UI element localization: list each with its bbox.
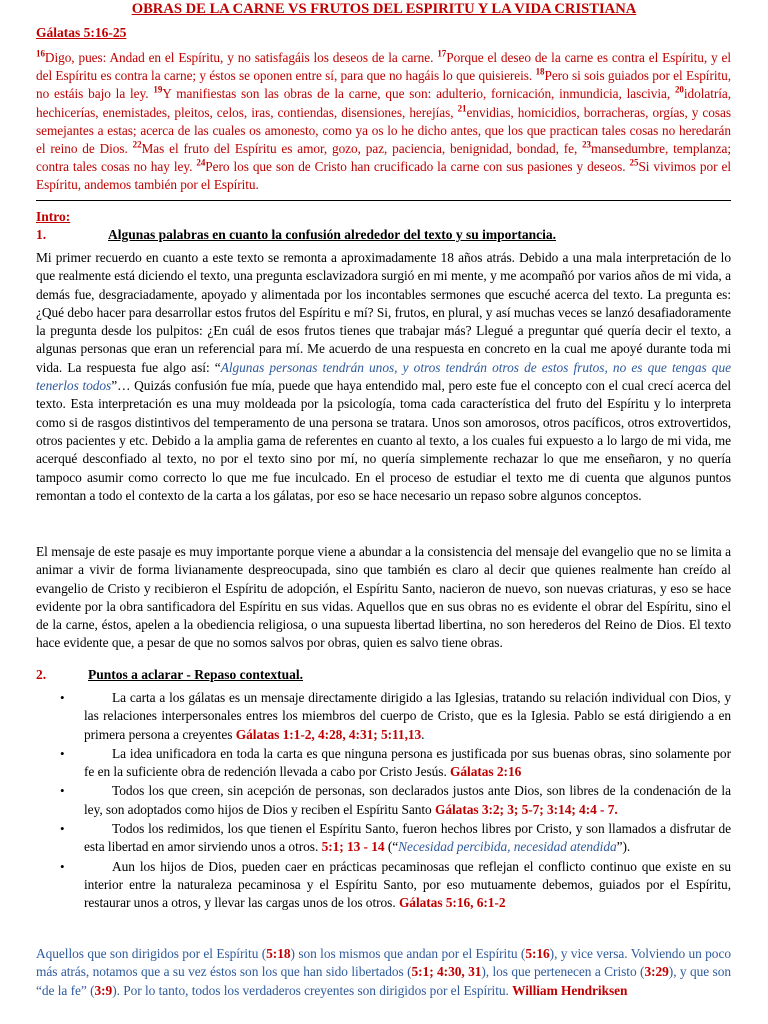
scripture-ref: 3:9	[94, 982, 113, 998]
quote-text: ). Por lo tanto, todos los verdaderos creyentes son dirigidos por el Espíritu.	[112, 982, 513, 998]
verse-number: 17	[437, 48, 447, 59]
verse-number: 18	[535, 66, 545, 77]
scripture-ref: 5:16	[525, 946, 550, 961]
verse-number: 20	[674, 84, 684, 95]
list-item	[56, 820, 731, 857]
verse-number: 21	[457, 103, 467, 114]
item-text: Todos los redimidos, los que tienen el Espíritu Santo, fueron hechos libres por Cristo, y son llamados a disfrutar de esta libertad en amor sirviendo unos a otros.	[84, 821, 731, 855]
scripture-ref: 3:29	[644, 964, 669, 980]
verse-number: 23	[582, 139, 591, 150]
verse-number: 24	[196, 157, 206, 168]
section-1-heading	[36, 227, 731, 243]
context-points-list	[56, 689, 731, 914]
item-text: Todos los que creen, sin acepción de personas, son declarados justos ante Dios, son libres de la condenación de la ley, son adoptados como hijos de Dios y reciben el Espíritu Santo	[84, 783, 731, 817]
list-item	[56, 782, 731, 819]
verse-text: Pero los que son de Cristo han crucificado la carne con sus pasiones y deseos.	[205, 159, 626, 175]
verse-text: Si vivimos por el Espíritu, andemos también por el Espíritu.	[36, 159, 732, 193]
verse-text: idolatría, hechicerías, enemistades, pleitos, celos, iras, contiendas, disensiones, herejías,	[36, 86, 732, 120]
section-number: 2.	[36, 667, 47, 682]
section-2-heading	[36, 667, 731, 683]
scripture-ref: 5:1; 4:30, 31	[411, 964, 482, 980]
bullet-icon: •	[60, 821, 65, 837]
scripture-ref: Gálatas 5:16, 6:1-2	[398, 895, 506, 911]
bullet-icon: •	[60, 783, 65, 799]
bullet-icon: •	[60, 858, 65, 874]
body-paragraph	[36, 249, 731, 505]
verse-text: Pero si sois guiados por el Espíritu, no estáis bajo la ley.	[36, 68, 731, 102]
bullet-icon: •	[60, 690, 65, 705]
scripture-ref: 5:18	[266, 946, 291, 961]
page-title: OBRAS DE LA CARNE VS FRUTOS DEL ESPIRITU Y LA VIDA CRISTIANA	[131, 1, 637, 17]
verse-text: Porque el deseo de la carne es contra el Espíritu, y el del Espíritu es contra la carne; y éstos se oponen entre sí, para que no hagáis lo que quisiereis.	[36, 50, 731, 84]
verse-text: mansedumbre, templanza; contra tales cosas no hay ley.	[36, 141, 731, 175]
verse-text: envidias, homicidios, borracheras, orgías, y cosas semejantes a estas; acerca de las cuales os amonesto, como ya os lo he dicho antes, que los que practican tales cosas no heredarán el reino de Dios.	[36, 104, 731, 157]
scripture-ref: Gálatas 1:1-2, 4:28, 4:31; 5:11,13	[235, 726, 422, 742]
item-text: Aun los hijos de Dios, pueden caer en prácticas pecaminosas que reflejan el conflicto continuo que existe en su interior entre la naturaleza pecaminosa y el Espíritu Santo, por eso mutuamente debemos, guiados por el Espíritu, restaurar unos a otros, y llevar las cargas unos de los otros.	[84, 858, 731, 911]
quote-author: William Hendriksen	[512, 982, 628, 998]
quote-text: ), los que pertenecen a Cristo (	[481, 964, 645, 980]
verse-number: 22	[132, 139, 142, 150]
horizontal-divider	[36, 200, 731, 201]
verse-number: 25	[629, 157, 639, 168]
paragraph-text: Mi primer recuerdo en cuanto a este texto se remonta a aproximadamente 18 años atrás. Debido a una mala interpretación de lo que realmente está diciendo el texto, una pregunta esclavizadora surgió en mi mente, y me acompañó por varios años de mi vida, a demás fue, desgraciadamente, apoyado y alimentada por los incontables sermones que escuché acerca del texto. La pregunta es: ¿Qué debo hacer para desarrollar estos frutos del Espíritu e mí? Si, frutos, en plural, y así muchas veces se lanzó desafiadoramente la pregunta desde los pulpitos: ¿En cuál de esos frutos tienes que trabajar más? Llegué a preguntar qué quería decir el texto, a algunas personas que eran un referencial para mí. Me acuerdo de una respuesta en concreto en la cual me apoyé durante toda mi vida. La respuesta fue algo así: “	[36, 250, 731, 375]
intro-label: Intro:	[36, 209, 71, 224]
section-number: 1.	[36, 227, 47, 242]
item-text: (“	[384, 839, 399, 855]
quote-text: ), y que son “de la fe” (	[36, 964, 732, 998]
bullet-icon: •	[60, 745, 65, 761]
item-text: .	[421, 726, 425, 742]
scripture-ref: Gálatas 2:16	[450, 764, 522, 780]
section-title: Puntos a aclarar - Repaso contextual.	[88, 667, 303, 682]
closing-quote	[36, 945, 731, 1000]
verse-text: Mas el fruto del Espíritu es amor, gozo, paz, paciencia, benignidad, bondad, fe,	[141, 141, 578, 157]
item-text: La carta a los gálatas es un mensaje directamente dirigido a las Iglesias, tratando su relación individual con Dios, y las relaciones interpersonales entres los miembros del cuerpo de Cristo, que es la Iglesia. Pablo se está dirigiendo a en primera persona a creyentes	[84, 690, 731, 742]
inline-quote: Necesidad percibida, necesidad atendida	[398, 839, 617, 855]
quote-text: Aquellos que son dirigidos por el Espíritu (	[36, 946, 267, 961]
section-title: Algunas palabras en cuanto la confusión alrededor del texto y su importancia.	[108, 227, 557, 242]
quote-text: ) son los mismos que andan por el Espíritu (	[290, 946, 526, 961]
quote-text: ), y vice versa. Volviendo un poco más atrás, notamos que a su vez éstos son los que han sido libertados (	[36, 946, 731, 980]
list-item	[56, 858, 731, 913]
scripture-passage	[36, 49, 731, 195]
verse-number: 19	[153, 84, 163, 95]
body-paragraph: El mensaje de este pasaje es muy importante porque viene a abundar a la consistencia del mensaje del evangelio que no se limita a animar a vivir de forma livianamente despreocupada, sino que también es claro al decir que quienes realmente han creído al evangelio de Cristo y recibieron el Espíritu de adopción, el Espíritu Santo, nacieron de nuevo, son nuevas criaturas, y eso se hace evidente por la obra santificadora del Espíritu en sus vidas. Aquellos que en sus obras no es evidente el obrar del Espíritu, sino el de la carne, éstos, apelen a la obediencia religiosa, o una supuesta libertad libertina, no son herederos del Reino de Dios. El texto hace evidente que, a pesar de que no somos salvos por obras, quien es salvo tiene obras.	[36, 544, 731, 651]
passage-reference: Gálatas 5:16-25	[36, 25, 127, 40]
list-item	[56, 745, 731, 782]
list-item	[56, 689, 731, 744]
verse-number: 16	[36, 48, 45, 59]
inline-quote: Algunas personas tendrán unos, y otros tendrán otros de estos frutos, no es que tengas que tenerlos todos	[36, 359, 731, 394]
paragraph-text: ”… Quizás confusión fue mía, puede que haya entendido mal, pero este fue el concepto con el cual crecí acerca del texto. Esta interpretación es una muy moldeada por la psicología, toma cada característica del fruto del Espíritu y lo interpreta como si de rasgos distintivos del temperamento de una persona se tratara. Unos son amorosos, otros pacíficos, otros extrovertidos, otros pacientes y etc. Debido a la amplia gama de referentes en cuanto al texto, a los cuales fui expuesto a lo largo de mi vida, me acerqué desconfiado al texto, no por el texto sino por mí, no quería simplemente rechazar lo que me enseñaron, y no quería tampoco asumir como correcto lo que me fue inculcado. En el proceso de estudiar el texto me di cuenta que algunos puntos remontan a todo el contexto de la carta a los gálatas, por eso se hace necesario un repaso sobre algunos conceptos.	[36, 378, 731, 503]
scripture-ref: Gálatas 3:2; 3; 5-7; 3:14; 4:4 - 7.	[435, 801, 618, 817]
item-text: La idea unificadora en toda la carta es que ninguna persona es justificada por sus buenas obras, sino solamente por fe en la suficiente obra de redención llevada a cabo por Cristo Jesús.	[84, 745, 731, 780]
scripture-ref: 5:1; 13 - 14	[321, 839, 385, 855]
verse-text: Digo, pues: Andad en el Espíritu, y no satisfagáis los deseos de la carne.	[44, 50, 434, 65]
verse-text: Y manifiestas son las obras de la carne, que son: adulterio, fornicación, inmundicia, lascivia,	[162, 86, 671, 102]
item-text: ”).	[616, 839, 631, 855]
